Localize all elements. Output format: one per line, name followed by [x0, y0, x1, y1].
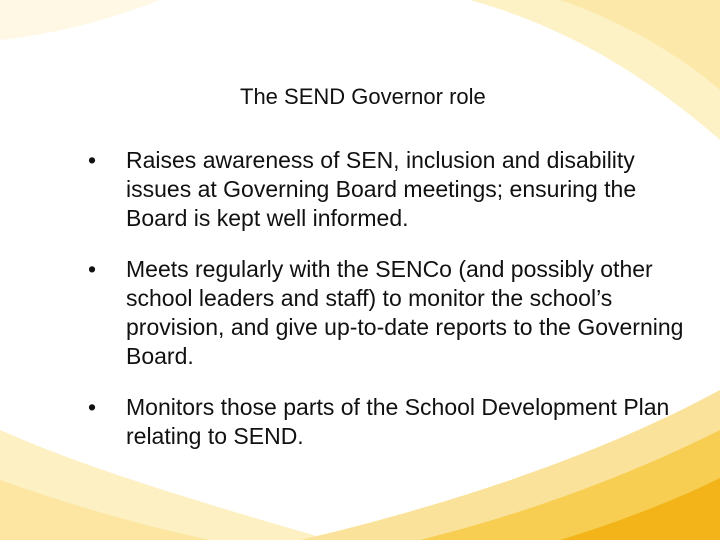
bullet-text: Raises awareness of SEN, inclusion and disability issues at Governing Board meetings; ensuring the Board is kept well informed.	[126, 147, 637, 231]
bullet-item	[84, 393, 696, 451]
bullet-dot: •	[88, 147, 97, 173]
bullet-text: Meets regularly with the SENCo (and possibly other school leaders and staff) to monitor the school’s provision, and give up-to-date reports to the Governing Board.	[126, 256, 684, 369]
bullet-dot: •	[88, 256, 97, 282]
bullet-item	[84, 255, 696, 371]
bullet-dot: •	[88, 394, 97, 420]
swoosh-top-left	[0, 0, 160, 40]
slide-title: The SEND Governor role	[240, 84, 486, 109]
bullet-item	[84, 146, 696, 233]
bullet-text: Monitors those parts of the School Development Plan relating to SEND.	[126, 394, 670, 449]
bullet-list	[84, 146, 696, 473]
